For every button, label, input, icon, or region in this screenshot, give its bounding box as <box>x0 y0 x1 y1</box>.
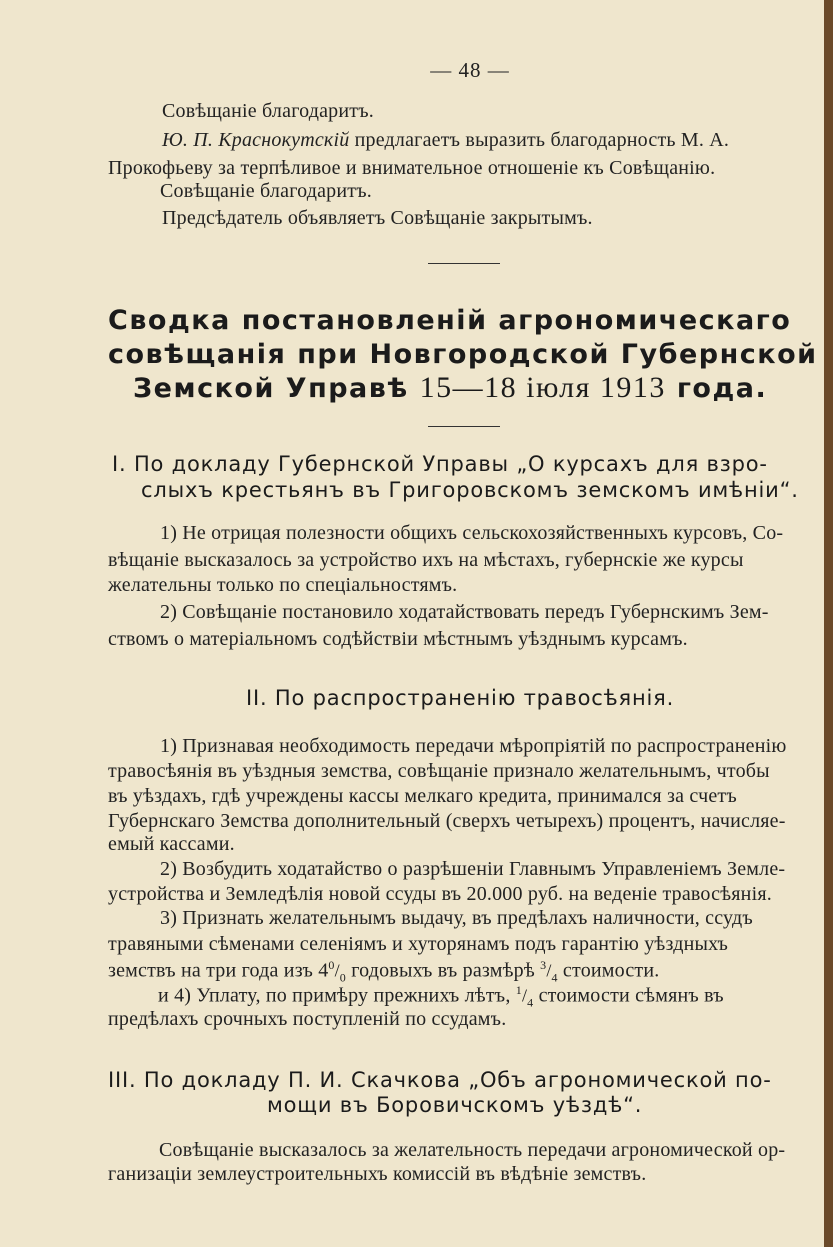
section-2-para-2-line-1: 2) Возбудить ходатайство о разрѣшеніи Главнымъ Управленіемъ Земле- <box>160 858 786 880</box>
divider-rule <box>428 426 500 427</box>
title-line-2: совѣщанія при Новгородской Губернской <box>108 339 818 370</box>
divider-rule <box>428 263 500 264</box>
section-3-para-1-line-2: ганизаціи землеустроительныхъ комиссій въ вѣдѣніе земствъ. <box>108 1163 647 1185</box>
fraction-numerator: 1 <box>515 983 522 997</box>
intro-line-2 <box>162 129 729 152</box>
text-run: земствъ на три года изъ 4 <box>108 959 329 982</box>
section-2-para-1-line-1: 1) Признавая необходимость передачи мѣропріятій по распространенію <box>160 735 787 757</box>
fraction-denominator: 4 <box>527 995 534 1010</box>
section-2-para-4-line-2: предѣлахъ срочныхъ поступленій по ссудамъ. <box>108 1008 507 1030</box>
title-line-1: Сводка постановленій агрономическаго <box>108 305 792 336</box>
section-3-heading-line-1: III. По докладу П. И. Скачкова „Объ агрономической по- <box>108 1068 772 1092</box>
section-2-para-1-line-2: травосѣянія въ уѣздныя земства, совѣщаніе признало желательнымъ, чтобы <box>108 760 770 782</box>
section-2-para-3-line-1: 3) Признать желательнымъ выдачу, въ предѣлахъ наличности, ссудъ <box>160 907 753 929</box>
fraction-denominator: 4 <box>551 970 558 985</box>
subscript: 0 <box>339 970 346 985</box>
fraction-slash: / <box>546 960 552 981</box>
section-2-para-1-line-5: емый кассами. <box>108 833 235 855</box>
text-run: стоимости. <box>557 959 660 982</box>
section-2-para-1-line-3: въ уѣздахъ, гдѣ учреждены кассы мелкаго кредита, принимался за счетъ <box>108 785 737 807</box>
intro-line-5: Предсѣдатель объявляетъ Совѣщаніе закрытымъ. <box>162 207 593 229</box>
section-2-para-4-line-1 <box>158 983 724 1011</box>
text-run: стоимости сѣмянъ въ <box>533 984 724 1007</box>
text-run: и 4) Уплату, по примѣру прежнихъ лѣтъ, <box>158 984 516 1007</box>
section-1-para-1-line-3: желательны только по спеціальностямъ. <box>108 574 458 596</box>
fraction-slash: / <box>521 985 528 1006</box>
title-dates: 15—18 іюля 1913 <box>419 371 666 404</box>
section-2-heading: II. По распространенію травосѣянія. <box>246 686 675 710</box>
intro-line-4: Совѣщаніе благодаритъ. <box>160 180 372 202</box>
fraction-numerator: 3 <box>540 958 547 972</box>
section-1-para-1-line-2: вѣщаніе высказалось за устройство ихъ на мѣстахъ, губернскіе же курсы <box>108 549 744 571</box>
section-2-para-3-line-3 <box>108 958 659 986</box>
section-1-para-1-line-1: 1) Не отрицая полезности общихъ сельскохозяйственныхъ курсовъ, Со- <box>160 522 784 544</box>
section-1-heading-line-2: слыхъ крестьянъ въ Григоровскомъ земскомъ имѣніи“. <box>141 478 799 502</box>
section-1-heading-line-1: I. По докладу Губернской Управы „О курсахъ для взро- <box>112 452 768 476</box>
section-3-para-1-line-1: Совѣщаніе высказалось за желательность передачи агрономической ор- <box>159 1139 786 1161</box>
book-edge <box>824 0 833 1247</box>
superscript: 0 <box>328 958 335 972</box>
section-2-para-2-line-2: устройства и Земледѣлія новой ссуды въ 20.000 руб. на веденіе травосѣянія. <box>108 883 772 905</box>
fraction-slash: / <box>334 960 340 981</box>
intro-line-2-text: предлагаетъ выразить благодарность М. А. <box>349 129 730 151</box>
section-1-para-2-line-1: 2) Совѣщаніе постановило ходатайствовать передъ Губернскимъ Зем- <box>160 601 769 623</box>
title-line-3-part-a: Земской Управѣ <box>133 373 420 404</box>
section-2-para-3-line-2: травяными сѣменами селеніямъ и хуторянамъ подъ гарантію уѣздныхъ <box>108 933 729 955</box>
section-3-heading-line-2: мощи въ Боровичскомъ уѣздѣ“. <box>267 1093 643 1117</box>
speaker-name: Ю. П. Краснокутскій <box>162 129 350 151</box>
intro-line-3: Прокофьеву за терпѣливое и внимательное отношеніе къ Совѣщанію. <box>108 157 716 179</box>
section-2-para-1-line-4: Губернскаго Земства дополнительный (сверхъ четырехъ) процентъ, начисляе- <box>108 810 786 832</box>
page-number: — 48 — <box>430 58 510 82</box>
title-line-3 <box>133 371 767 405</box>
section-1-para-2-line-2: ствомъ о матеріальномъ содѣйствіи мѣстнымъ уѣзднымъ курсамъ. <box>108 628 688 650</box>
title-line-3-part-c: года. <box>665 373 768 404</box>
text-run: годовыхъ въ размѣрѣ <box>346 959 541 982</box>
intro-line-1: Совѣщаніе благодаритъ. <box>162 100 374 122</box>
